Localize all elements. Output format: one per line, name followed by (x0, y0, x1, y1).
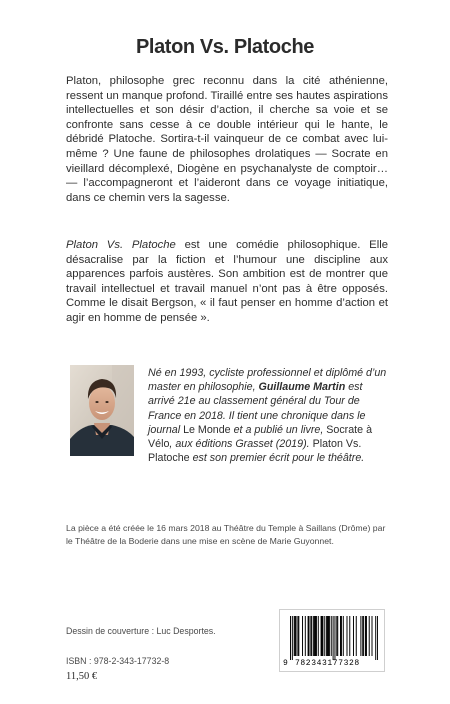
bio-part-4: , aux éditions Grasset (2019). (169, 438, 313, 451)
bio-part-5: est son premier écrit pour le théâtre. (189, 452, 365, 465)
barcode-bar (340, 616, 341, 656)
barcode-bar (375, 616, 376, 660)
barcode-bar (353, 616, 354, 656)
cover-illustration-credit: Dessin de couverture : Luc Desportes. (66, 626, 216, 636)
summary-text-2-rest: est une comédie philosophique. Elle désacralise par la fiction et l’humour une discipline aux apparences parfois austères. Son ambition est de montrer que travail intellectuel et travail manuel n’ont pas à être opposés. Comme le disait Bergson, « il faut penser en homme d’action et agir en homme de pensée ». (66, 239, 388, 324)
barcode-bar (327, 616, 328, 656)
summary-paragraph-1 (66, 74, 388, 205)
barcode-bar (321, 616, 322, 656)
isbn: ISBN : 978-2-343-17732-8 (66, 656, 170, 666)
barcode-bar (334, 616, 335, 660)
barcode-bar (377, 616, 378, 660)
barcode-bar (313, 616, 314, 656)
barcode-bar (296, 616, 297, 656)
barcode-bar (362, 616, 363, 656)
barcode-bar (360, 616, 361, 656)
barcode-bar (365, 616, 366, 656)
barcode-bar (336, 616, 337, 656)
barcode-bar (302, 616, 303, 656)
premiere-credits: La pièce a été créée le 16 mars 2018 au Théâtre du Temple à Saillans (Drôme) par le Théâtre de la Boderie dans une mise en scène de Marie Guyonnet. (66, 523, 386, 546)
barcode-bar (328, 616, 329, 656)
barcode-bar (343, 616, 344, 656)
barcode-box (279, 609, 385, 672)
author-photo (70, 365, 134, 456)
author-name: Guillaume Martin (258, 381, 346, 394)
barcode-bar (341, 616, 342, 656)
barcode-bar (308, 616, 309, 656)
barcode-bar (349, 616, 350, 656)
bio-part-2: est arrivé 21e au classement général du Tour de France en 2018. Il tient une chronique dans le journal (148, 381, 366, 436)
barcode-bar (295, 616, 296, 656)
barcode-bar (297, 616, 298, 656)
book-name: Socrate à Vélo (148, 423, 373, 451)
barcode-bar (318, 616, 319, 656)
barcode-bar (331, 616, 332, 656)
barcode-bar (363, 616, 364, 656)
barcode-bar (326, 616, 327, 656)
barcode-first-digit: 9 (283, 659, 288, 668)
barcode-bar (329, 616, 330, 656)
barcode-bar (369, 616, 370, 656)
barcode-bar (337, 616, 338, 656)
barcode-bar (292, 616, 293, 660)
barcode-bar (322, 616, 323, 656)
barcode-bar (314, 616, 315, 656)
barcode-bar (372, 616, 373, 656)
barcode-bar (298, 616, 299, 656)
barcode-bar (294, 616, 295, 656)
barcode-bar (324, 616, 325, 656)
barcode-bar (321, 616, 322, 656)
barcode-bar (290, 616, 291, 660)
summary-text-1: Platon, philosophe grec reconnu dans la cité athénienne, ressent un manque profond. Tiraillé entre ses hautes aspirations intellectuelles et son désir d’action, il cherche sa voie et se confronte sans cesse à ce double intérieur qui le hante, le débridé Platoche. Sortira-t-il vainqueur de ce combat avec lui-même ? Une faune de philosophes drolatiques — Socrate en vieillard décomplexé, Diogène en psychanalyste de comptoir… — l’accompagneront et l’aideront dans ce voyage initiatique, dans ce chemin vers la sagesse. (66, 75, 388, 204)
price: 11,50 € (66, 671, 98, 682)
barcode-bar (311, 616, 312, 656)
barcode-bar (356, 616, 357, 656)
bio-part-3: et a publié un livre, (230, 423, 327, 436)
barcode-bar (347, 616, 348, 656)
book-title: Platon Vs. Platoche (135, 36, 314, 58)
bio-intro: Né en 1993, cycliste professionnel et diplômé d’un master en philosophie, (148, 367, 387, 394)
barcode-bar (315, 616, 316, 656)
play-name: Platon Vs. Platoche (148, 438, 362, 465)
barcode-bar (316, 616, 317, 656)
newspaper-name: Le Monde (183, 423, 231, 436)
title-italic: Platon Vs. Platoche (66, 239, 176, 251)
barcode-bar (333, 616, 334, 660)
summary-text-2 (66, 238, 388, 326)
barcode-bar (366, 616, 367, 656)
author-portrait-photo-icon (70, 365, 134, 456)
ean-barcode-icon (290, 616, 378, 660)
author-bio (148, 366, 388, 465)
summary-paragraph-2 (66, 238, 388, 326)
barcode-bar (309, 616, 310, 656)
barcode-bar (310, 616, 311, 656)
barcode-digits: 782343177328 (295, 659, 360, 668)
barcode-bar (305, 616, 306, 656)
